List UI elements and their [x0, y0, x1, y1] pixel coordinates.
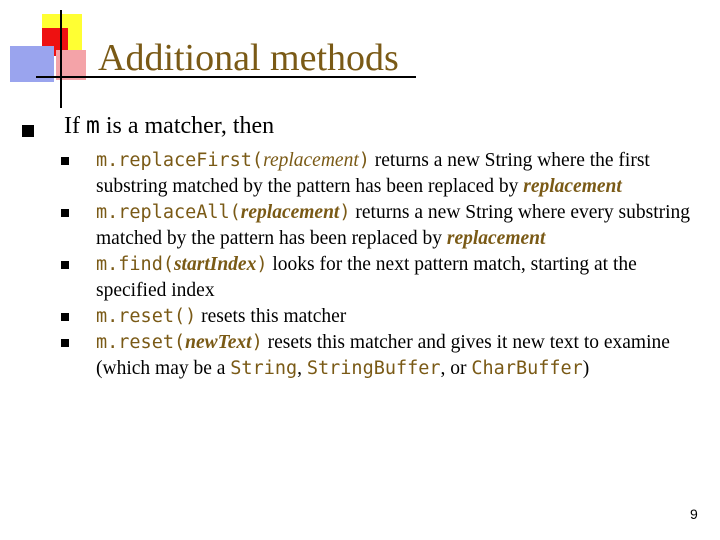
- slide-title: Additional methods: [98, 37, 399, 79]
- intro-line: [64, 113, 274, 140]
- code-suffix: ): [256, 254, 268, 275]
- list-item-find: [96, 252, 696, 304]
- bullet-square: [22, 125, 34, 137]
- intro-suffix: is a matcher, then: [99, 113, 275, 139]
- desc: resets this matcher: [196, 306, 347, 327]
- list-item-reset-newtext: [96, 330, 696, 382]
- arg: replacement: [263, 150, 359, 171]
- type-charbuffer: CharBuffer: [471, 358, 583, 379]
- desc: returns a new String where the first substring matched by the pattern has been replaced by: [96, 150, 650, 197]
- desc: resets this matcher and gives it new text to examine (which may be a: [96, 332, 670, 379]
- arg: replacement: [240, 202, 340, 223]
- sep: ,: [297, 358, 307, 379]
- list-item-reset: [96, 304, 696, 330]
- sub-bullet: [61, 261, 69, 269]
- trail-em: replacement: [523, 176, 622, 197]
- code-prefix: m.reset(: [96, 332, 186, 353]
- sep: , or: [440, 358, 472, 379]
- code-suffix: ): [251, 332, 263, 353]
- arg: startIndex: [173, 254, 257, 275]
- type-string: String: [230, 358, 298, 379]
- list-item-replace-first: [96, 148, 696, 200]
- sub-bullet: [61, 209, 69, 217]
- sub-bullet: [61, 157, 69, 165]
- intro-prefix: If: [64, 113, 86, 139]
- code: m.reset(): [96, 306, 197, 327]
- arg: newText: [185, 332, 252, 353]
- desc: looks for the next pattern match, starting at the specified index: [96, 254, 637, 301]
- code-prefix: m.replaceAll(: [96, 202, 241, 223]
- trail-em: replacement: [446, 228, 546, 249]
- sub-bullet: [61, 339, 69, 347]
- decor-vertical-line: [60, 10, 62, 108]
- code-prefix: m.replaceFirst(: [96, 150, 264, 171]
- code-suffix: ): [339, 202, 351, 223]
- end: ): [582, 358, 590, 379]
- method-list: [96, 148, 696, 382]
- list-item-replace-all: [96, 200, 696, 252]
- code-suffix: ): [358, 150, 370, 171]
- sub-bullet: [61, 313, 69, 321]
- page-number: 9: [690, 506, 698, 522]
- desc: returns a new String where every substring matched by the pattern has been replaced by: [96, 202, 691, 249]
- type-stringbuffer: StringBuffer: [306, 358, 441, 379]
- intro-var: m: [85, 113, 100, 139]
- code-prefix: m.find(: [96, 254, 174, 275]
